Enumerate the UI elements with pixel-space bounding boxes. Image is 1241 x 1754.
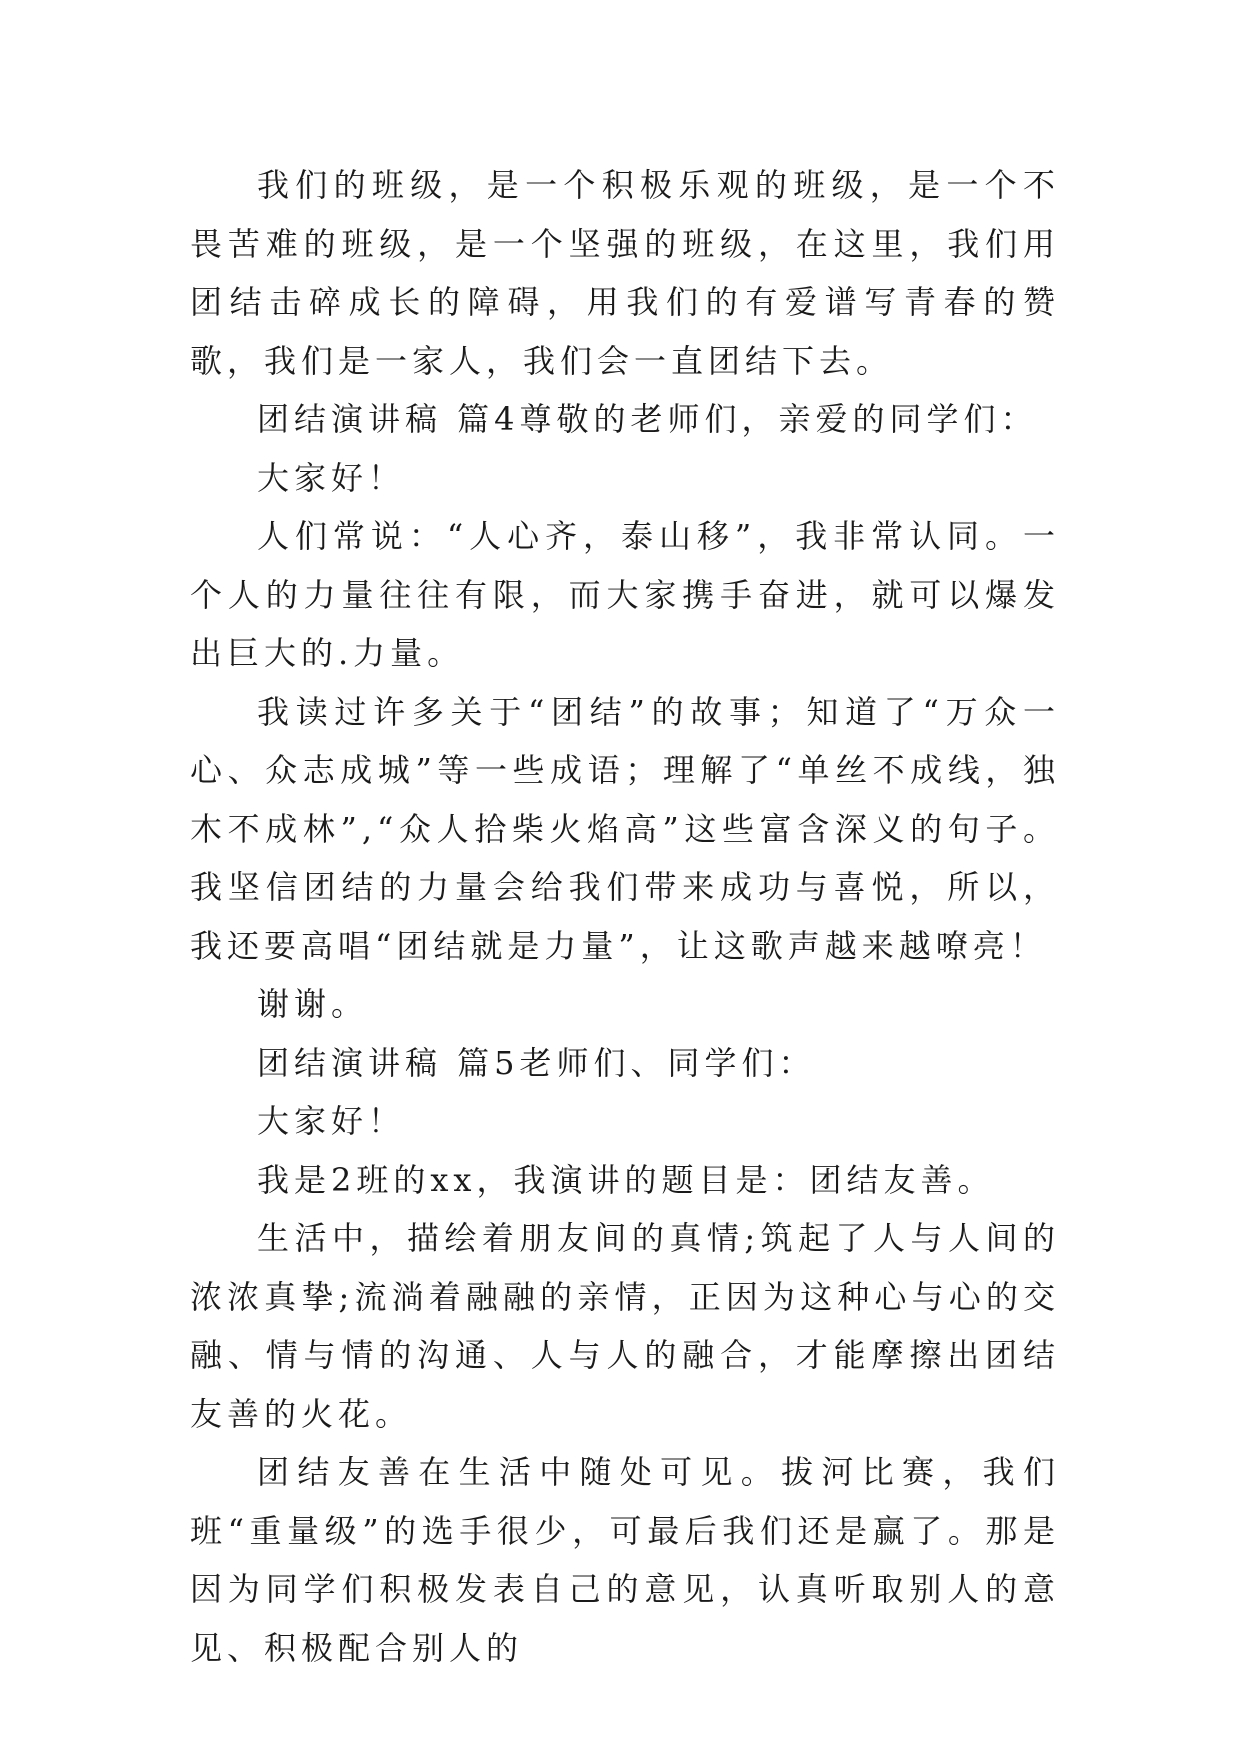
greeting-4: 大家好！: [257, 458, 406, 497]
speaker-intro: 我是2班的xx，我演讲的题目是：团结友善。: [257, 1160, 995, 1199]
paragraph-stories: 我读过许多关于“团结”的故事；知道了“万众一心、众志成城”等一些成语；理解了“单丝不成线，独木不成林”,“众人拾柴火焰高”这些富含深义的句子。我坚信团结的力量会给我们带来成功与喜悦，所以，我还要高唱“团结就是力量”，让这歌声越来越嘹亮！: [190, 692, 1060, 965]
paragraph-life: 生活中，描绘着朋友间的真情;筑起了人与人间的浓浓真挚;流淌着融融的亲情，正因为这种心与心的交融、情与情的沟通、人与人的融合，才能摩擦出团结友善的火花。: [190, 1219, 1060, 1433]
paragraph-proverb: 人们常说：“人心齐，泰山移”，我非常认同。一个人的力量往往有限，而大家携手奋进，就可以爆发出巨大的.力量。: [190, 517, 1060, 672]
greeting-5: 大家好！: [257, 1102, 406, 1140]
document-body: [190, 156, 1060, 1677]
speech-5-heading: 团结演讲稿 篇5老师们、同学们：: [257, 1043, 816, 1082]
paragraph-class-unity: 我们的班级，是一个积极乐观的班级，是一个不畏苦难的班级，是一个坚强的班级，在这里，我们用团结击碎成长的障碍，用我们的有爱谱写青春的赞歌，我们是一家人，我们会一直团结下去。: [190, 166, 1060, 380]
closing-thanks: 谢谢。: [257, 985, 369, 1023]
paragraph-tug-of-war: 团结友善在生活中随处可见。拔河比赛，我们班“重量级”的选手很少，可最后我们还是赢了。那是因为同学们积极发表自己的意见，认真听取别人的意见、积极配合别人的: [190, 1453, 1060, 1667]
speech-4-heading: 团结演讲稿 篇4尊敬的老师们，亲爱的同学们：: [257, 400, 1038, 438]
